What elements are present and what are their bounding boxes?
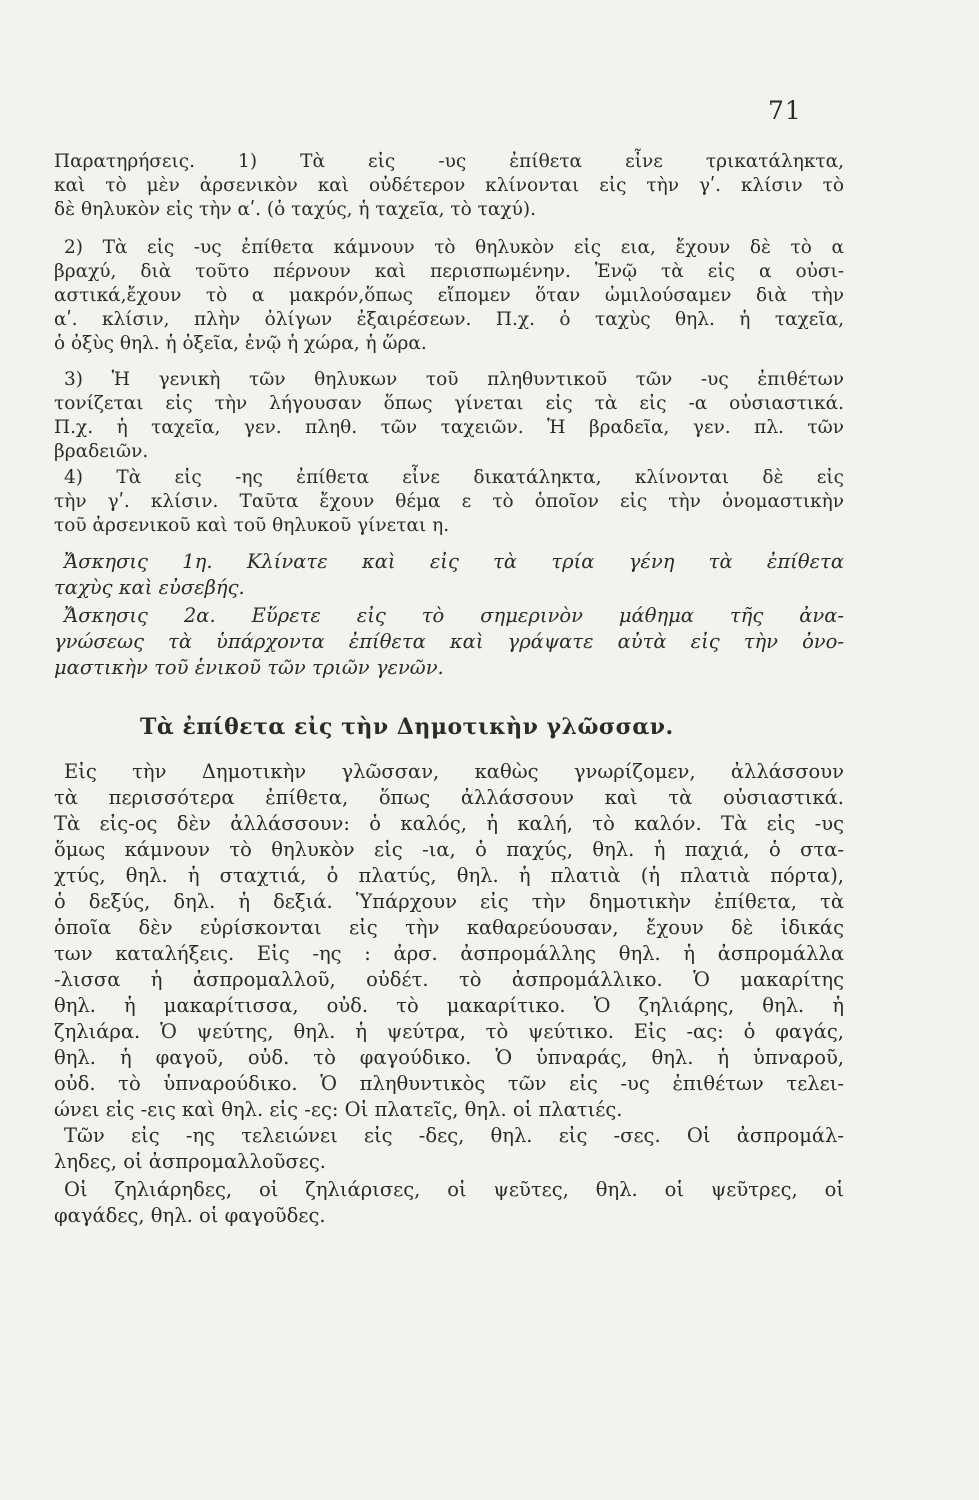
text-line: ὁποῖα δὲν εὑρίσκονται εἰς τὴν καθαρεύουσαν, ἔχουν δὲ ἰδικάς — [54, 916, 844, 939]
text-line: οὐδ. τὸ ὑπναρούδικο. Ὁ πληθυντικὸς τῶν εἰς -υς ἐπιθέτων τελει- — [54, 1072, 844, 1095]
text-line: θηλ. ἡ μακαρίτισσα, οὐδ. τὸ μακαρίτικο. Ὁ ζηλιάρης, θηλ. ἡ — [54, 994, 844, 1017]
text-line: Π.χ. ἡ ταχεῖα, γεν. πληθ. τῶν ταχειῶν. Ἡ βραδεῖα, γεν. πλ. τῶν — [54, 417, 844, 438]
exercise-line: ταχὺς καὶ εὐσεβής. — [54, 576, 245, 599]
text-line: βραδειῶν. — [54, 441, 149, 462]
text-line: -λισσα ἡ ἀσπρομαλλοῦ, οὐδέτ. τὸ ἀσπρομάλλικο. Ὁ μακαρίτης — [54, 968, 844, 991]
text-line: καὶ τὸ μὲν ἀρσενικὸν καὶ οὐδέτερον κλίνονται εἰς τὴν γʹ. κλίσιν τὸ — [54, 175, 844, 196]
text-line: ώνει εἰς -εις καὶ θηλ. εἰς -ες: Οἱ πλατεῖς, θηλ. οἱ πλατιές. — [54, 1098, 623, 1121]
text-line: Τῶν εἰς -ης τελειώνει εἰς -δες, θηλ. εἰς -σες. Οἱ ἀσπρομάλ- — [64, 1124, 844, 1147]
text-line: δὲ θηλυκὸν εἰς τὴν αʹ. (ὁ ταχύς, ἡ ταχεῖα, τὸ ταχύ). — [54, 199, 536, 220]
text-line: Τὰ εἰς-ος δὲν ἀλλάσσουν: ὁ καλός, ἡ καλή, τὸ καλόν. Τὰ εἰς -υς — [54, 812, 844, 835]
text-line: τονίζεται εἰς τὴν λήγουσαν ὅπως γίνεται εἰς τὰ εἰς -α οὐσιαστικά. — [54, 393, 844, 414]
text-line: βραχύ, διὰ τοῦτο πέρνουν καὶ περισπωμένην. Ἐνῷ τὰ εἰς α οὐσι- — [54, 261, 844, 282]
text-line: τὴν γʹ. κλίσιν. Ταῦτα ἔχουν θέμα ε τὸ ὁποῖον εἰς τὴν ὀνομαστικὴν — [54, 491, 844, 512]
text-line: τὰ περισσότερα ἐπίθετα, ὅπως ἀλλάσσουν καὶ τὰ οὐσιαστικά. — [54, 786, 844, 809]
text-line: θηλ. ἡ φαγοῦ, οὐδ. τὸ φαγούδικο. Ὁ ὑπναράς, θηλ. ἡ ὑπναροῦ, — [54, 1046, 844, 1069]
section-heading: Τὰ ἐπίθετα εἰς τὴν Δημοτικὴν γλῶσσαν. — [140, 714, 674, 740]
text-line: 3) Ἡ γενικὴ τῶν θηλυκων τοῦ πληθυντικοῦ τῶν -υς ἐπιθέτων — [64, 369, 844, 390]
text-line: Παρατηρήσεις. 1) Τὰ εἰς -υς ἐπίθετα εἶνε τρικατάληκτα, — [54, 151, 844, 172]
text-line: Εἰς τὴν Δημοτικὴν γλῶσσαν, καθὼς γνωρίζομεν, ἀλλάσσουν — [64, 760, 844, 783]
exercise-line: Ἄσκησις 2α. Εὕρετε εἰς τὸ σημερινὸν μάθημα τῆς ἀνα- — [64, 604, 844, 627]
text-line: ὅμως κάμνουν τὸ θηλυκὸν εἰς -ια, ὁ παχύς, θηλ. ἡ παχιά, ὁ στα- — [54, 838, 844, 861]
text-line: φαγάδες, θηλ. οἱ φαγοῦδες. — [54, 1204, 326, 1227]
text-line: 2) Τὰ εἰς -υς ἐπίθετα κάμνουν τὸ θηλυκὸν εἰς εια, ἔχουν δὲ τὸ α — [64, 237, 844, 258]
text-line: ὁ ὀξὺς θηλ. ἡ ὀξεῖα, ἐνῷ ἡ χώρα, ἡ ὥρα. — [54, 333, 427, 354]
text-line: χτύς, θηλ. ἡ σταχτιά, ὁ πλατύς, θηλ. ἡ πλατιὰ (ἡ πλατιὰ πόρτα), — [54, 864, 844, 887]
page-number: 71 — [768, 96, 802, 125]
text-line: 4) Τὰ εἰς -ης ἐπίθετα εἶνε δικατάληκτα, κλίνονται δὲ εἰς — [64, 467, 844, 488]
exercise-line: Ἄσκησις 1η. Κλίνατε καὶ εἰς τὰ τρία γένη τὰ ἐπίθετα — [64, 550, 844, 573]
text-line: ληδες, οἱ ἀσπρομαλλοῦσες. — [54, 1150, 326, 1173]
text-line: Οἱ ζηλιάρηδες, οἱ ζηλιάρισες, οἱ ψεῦτες, θηλ. οἱ ψεῦτρες, οἱ — [64, 1178, 844, 1201]
text-line: τοῦ ἀρσενικοῦ καὶ τοῦ θηλυκοῦ γίνεται η. — [54, 515, 450, 536]
text-line: αστικά,ἔχουν τὸ α μακρόν,ὅπως εἴπομεν ὅταν ὡμιλούσαμεν διὰ τὴν — [54, 285, 844, 306]
exercise-line: γνώσεως τὰ ὑπάρχοντα ἐπίθετα καὶ γράψατε αὐτὰ εἰς τὴν ὀνο- — [54, 630, 844, 653]
text-line: των καταλήξεις. Εἰς -ης : ἀρσ. ἀσπρομάλλης θηλ. ἡ ἀσπρομάλλα — [54, 942, 844, 965]
text-line: ζηλιάρα. Ὁ ψεύτης, θηλ. ἡ ψεύτρα, τὸ ψεύτικο. Εἰς -ας: ὁ φαγάς, — [54, 1020, 844, 1043]
text-line: ὁ δεξύς, δηλ. ἡ δεξιά. Ὑπάρχουν εἰς τὴν δημοτικὴν ἐπίθετα, τὰ — [54, 890, 844, 913]
exercise-line: μαστικὴν τοῦ ἑνικοῦ τῶν τριῶν γενῶν. — [54, 656, 444, 679]
text-line: αʹ. κλίσιν, πλὴν ὀλίγων ἐξαιρέσεων. Π.χ. ὁ ταχὺς θηλ. ἡ ταχεῖα, — [54, 309, 844, 330]
